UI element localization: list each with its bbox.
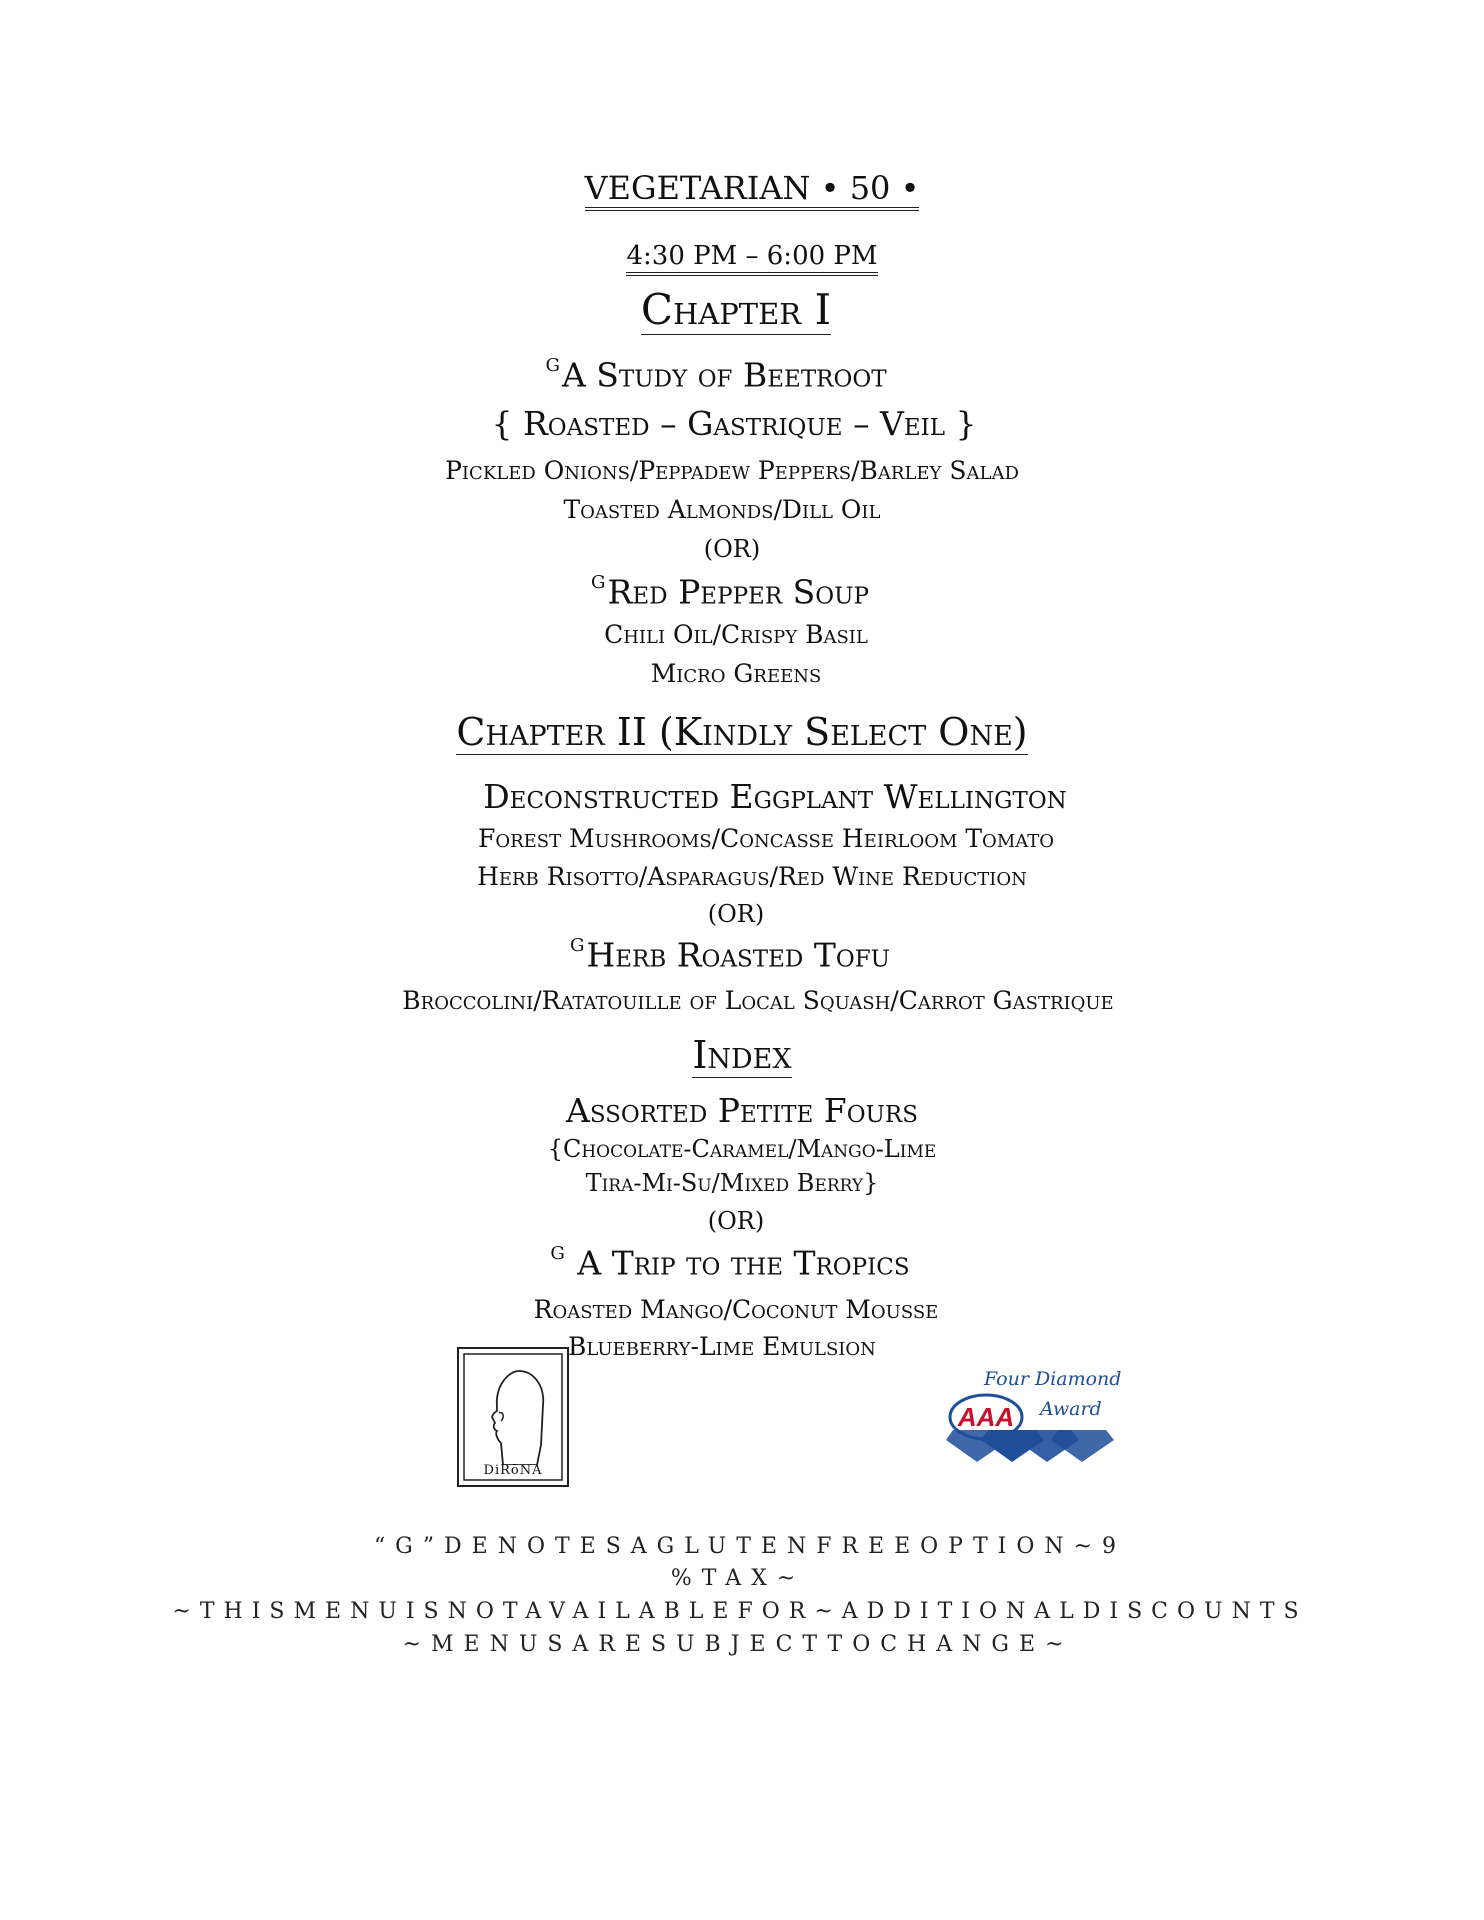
chapter-1-heading: Chapter I: [640, 285, 832, 334]
soup-description-1: Chili Oil/Crispy Basil: [604, 620, 868, 649]
beetroot-description-1: Pickled Onions/Peppadew Peppers/Barley Salad: [445, 456, 1019, 485]
petite-fours-description-2: Tira-Mi-Su/Mixed Berry}: [585, 1169, 879, 1197]
red-pepper-soup-dish: $^G$Red Pepper Soup: [591, 572, 869, 612]
index-heading: Index: [692, 1033, 792, 1077]
eggplant-wellington-dish: Deconstructed Eggplant Wellington: [483, 777, 1067, 816]
or-separator: (OR): [707, 900, 765, 928]
trip-to-tropics-dish: $^G$ A Trip to the Tropics: [550, 1243, 910, 1283]
beetroot-subtitle: { Roasted – Gastrique – Veil }: [491, 404, 977, 443]
diamond-icon: [946, 1430, 1009, 1462]
dirona-logo: [457, 1347, 569, 1487]
soup-description-2: Micro Greens: [650, 659, 822, 688]
beetroot-description-2: Toasted Almonds/Dill Oil: [563, 495, 881, 524]
or-separator: (OR): [707, 1207, 765, 1235]
aaa-award-line-1: Four Diamond: [984, 1368, 1122, 1390]
footer-discount-note: ~THISMENUISNOTAVAILABLEFOR~ADDITIONALDISCOUNTS: [172, 1599, 1308, 1624]
tofu-description: Broccolini/Ratatouille of Local Squash/Carrot Gastrique: [402, 986, 1114, 1015]
aaa-text: AAA: [957, 1402, 1015, 1432]
diamond-icon: [1051, 1430, 1114, 1462]
gluten-free-marker: G: [545, 355, 560, 376]
footer-gluten-free-note: “G”DENOTESAGLUTENFREEOPTION~9: [373, 1534, 1127, 1559]
footer-change-note: ~MENUSARESUBJECTTOCHANGE~: [402, 1632, 1074, 1657]
petite-fours-dish: Assorted Petite Fours: [565, 1091, 919, 1130]
tropics-description-2: Blueberry-Lime Emulsion: [568, 1332, 876, 1361]
tropics-description-1: Roasted Mango/Coconut Mousse: [533, 1295, 939, 1324]
gluten-free-marker: G: [591, 572, 606, 593]
menu-title: VEGETARIAN • 50 •: [10, 172, 1484, 211]
or-separator: (OR): [703, 535, 761, 563]
footer-tax-note: %TAX~: [670, 1566, 806, 1591]
eggplant-description-2: Herb Risotto/Asparagus/Red Wine Reduction: [477, 862, 1027, 891]
herb-roasted-tofu-dish: $^G$Herb Roasted Tofu: [569, 935, 891, 975]
aaa-award-line-2: Award: [1040, 1398, 1102, 1420]
gluten-free-marker: G: [569, 935, 585, 956]
petite-fours-description-1: {Chocolate-Caramel/Mango-Lime: [547, 1135, 937, 1163]
service-time: 4:30 PM – 6:00 PM: [10, 243, 1484, 276]
eggplant-description-1: Forest Mushrooms/Concasse Heirloom Tomato: [477, 824, 1055, 853]
beetroot-dish: $^G$A Study of Beetroot: [545, 355, 887, 395]
chapter-2-heading: Chapter II (Kindly Select One): [456, 710, 1028, 754]
gluten-free-marker: G: [550, 1243, 565, 1264]
aaa-four-diamond-logo: [946, 1368, 1122, 1476]
dirona-logo-text: DiRōNA: [483, 1463, 543, 1478]
